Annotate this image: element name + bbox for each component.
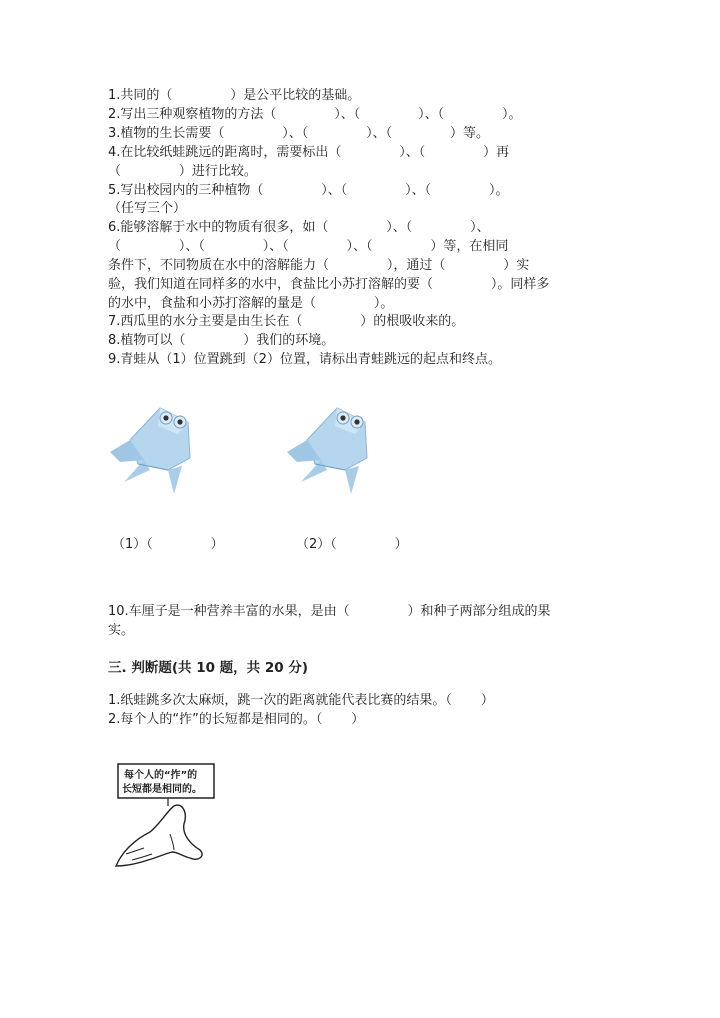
- question-1: 1.共同的（ ）是公平比较的基础。: [108, 88, 361, 103]
- question-7: 7.西瓜里的水分主要是由生长在（ ）的根吸收来的。: [108, 314, 465, 329]
- origami-frog-icon: [285, 400, 375, 495]
- origami-frog-icon: [108, 400, 198, 495]
- question-4-line-2: （ ）进行比较。: [108, 164, 257, 179]
- question-5-line-2: （任写三个）: [108, 201, 187, 216]
- question-10-line-2: 实。: [108, 623, 135, 638]
- sign-text-line-2: 长短都是相同的。: [122, 784, 202, 795]
- frog-caption-2: （2）（ ）: [296, 537, 408, 552]
- question-4-line-1: 4.在比较纸蛙跳远的距离时，需要标出（ ）、（ ）再: [108, 145, 510, 160]
- question-6-line-3: 条件下，不同物质在水中的溶解能力（ ），通过（ ）实: [108, 258, 530, 273]
- question-9: 9.青蛙从（1）位置跳到（2）位置，请标出青蛙跳远的起点和终点。: [108, 352, 501, 367]
- sign-text-line-1: 每个人的“拃”的: [124, 770, 198, 781]
- question-10-line-1: 10.车厘子是一种营养丰富的水果，是由（ ）和种子两部分组成的果: [108, 604, 551, 619]
- question-6-line-2: （ ）、（ ）、（ ）、（ ）等，在相同: [108, 239, 509, 254]
- question-5-line-1: 5.写出校园内的三种植物（ ）、（ ）、（ ）。: [108, 183, 509, 198]
- question-3: 3.植物的生长需要（ ）、（ ）、（ ）等。: [108, 126, 489, 141]
- judgement-question-1: 1.纸蛙跳多次太麻烦，跳一次的距离就能代表比赛的结果。（ ）: [108, 693, 494, 708]
- question-6-line-5: 的水中，食盐和小苏打溶解的量是（ ）。: [108, 296, 394, 311]
- section-title: 三. 判断题(共 10 题，共 20 分): [108, 660, 309, 676]
- hand-span-icon: [112, 762, 222, 874]
- question-2: 2.写出三种观察植物的方法（ ）、（ ）、（ ）。: [108, 107, 522, 122]
- question-6-line-1: 6.能够溶解于水中的物质有很多，如（ ）、（ ）、: [108, 220, 490, 235]
- frog-caption-1: （1）（ ）: [112, 537, 224, 552]
- question-6-line-4: 验，我们知道在同样多的水中，食盐比小苏打溶解的要（ ）。同样多: [108, 277, 550, 292]
- judgement-question-2: 2.每个人的“拃”的长短都是相同的。（ ）: [108, 712, 365, 727]
- question-8: 8.植物可以（ ）我们的环境。: [108, 333, 335, 348]
